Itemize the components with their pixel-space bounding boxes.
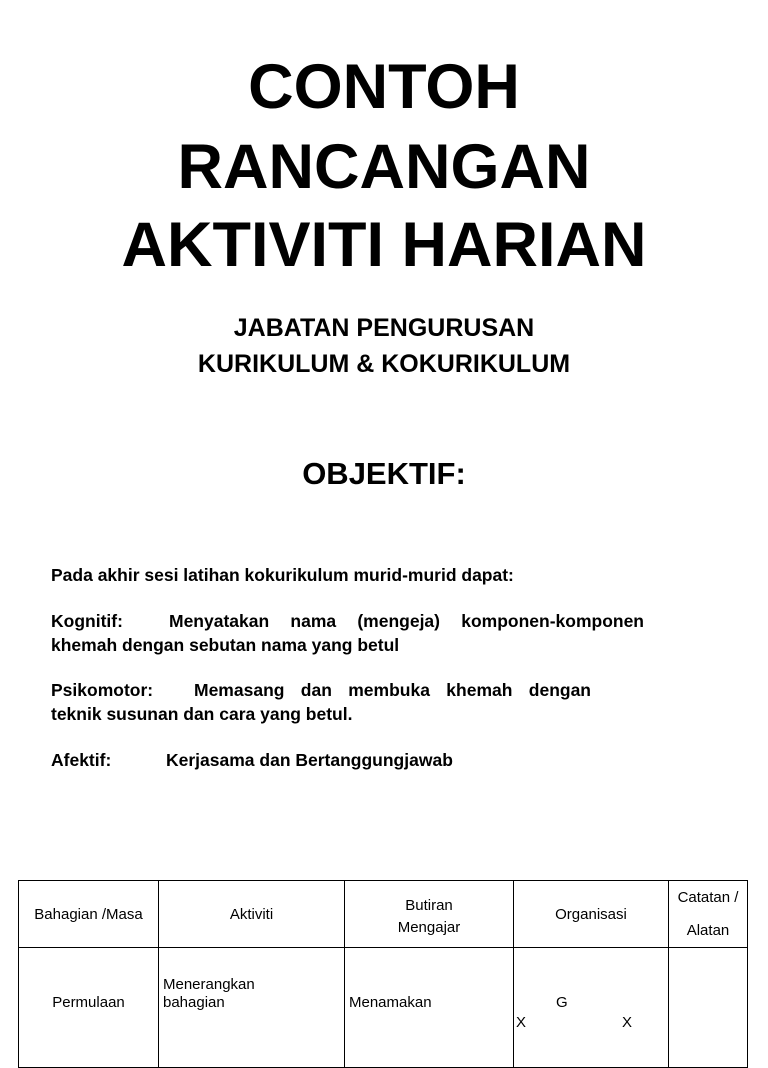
- header-catatan: Catatan / Alatan: [669, 881, 748, 948]
- page-title-line-3: AKTIVITI HARIAN: [121, 210, 647, 280]
- objective-afektif: [51, 748, 453, 772]
- objektif-heading: OBJEKTIF:: [302, 456, 466, 491]
- objective-kognitif-text: Menyatakan nama (mengeja) komponen-komponen: [169, 611, 644, 631]
- org-student-marker-left: X: [516, 1014, 527, 1031]
- subtitle-line-2: KURIKULUM & KOKURIKULUM: [197, 350, 571, 378]
- cell-organisasi: [514, 948, 669, 1068]
- org-student-marker-right: X: [622, 1014, 633, 1031]
- cell-catatan: [669, 948, 748, 1068]
- page-title-line-1: CONTOH: [248, 52, 520, 122]
- cell-butiran: Menamakan: [345, 948, 514, 1068]
- intro-text: Pada akhir sesi latihan kokurikulum murid-murid dapat:: [51, 565, 514, 585]
- objective-afektif-text: Kerjasama dan Bertanggungjawab: [166, 750, 453, 770]
- objective-kognitif-line-2: khemah dengan sebutan nama yang betul: [51, 635, 400, 655]
- table-header-row: [19, 881, 748, 948]
- objective-psikomotor-line-1: [51, 678, 591, 702]
- page-title-line-2: RANCANGAN: [177, 132, 591, 202]
- objective-kognitif-label: Kognitif:: [51, 611, 123, 631]
- objective-psikomotor-line-2: teknik susunan dan cara yang betul.: [51, 704, 353, 724]
- header-aktiviti: Aktiviti: [159, 881, 345, 948]
- header-bahagian: Bahagian /Masa: [19, 881, 159, 948]
- header-butiran: Butiran Mengajar: [345, 881, 514, 948]
- activity-plan-table: [18, 880, 748, 1068]
- org-guru-marker: G: [556, 994, 568, 1011]
- cell-bahagian: Permulaan: [19, 948, 159, 1068]
- subtitle-line-1: JABATAN PENGURUSAN: [233, 314, 535, 342]
- objective-psikomotor-label: Psikomotor:: [51, 680, 154, 700]
- objective-psikomotor-text: Memasang dan membuka khemah dengan: [194, 680, 591, 700]
- header-organisasi: Organisasi: [514, 881, 669, 948]
- objective-kognitif-line-1: [51, 609, 644, 633]
- objective-afektif-label: Afektif:: [51, 750, 112, 770]
- table-row: [19, 948, 748, 1068]
- cell-aktiviti: Menerangkan bahagian: [159, 948, 345, 1068]
